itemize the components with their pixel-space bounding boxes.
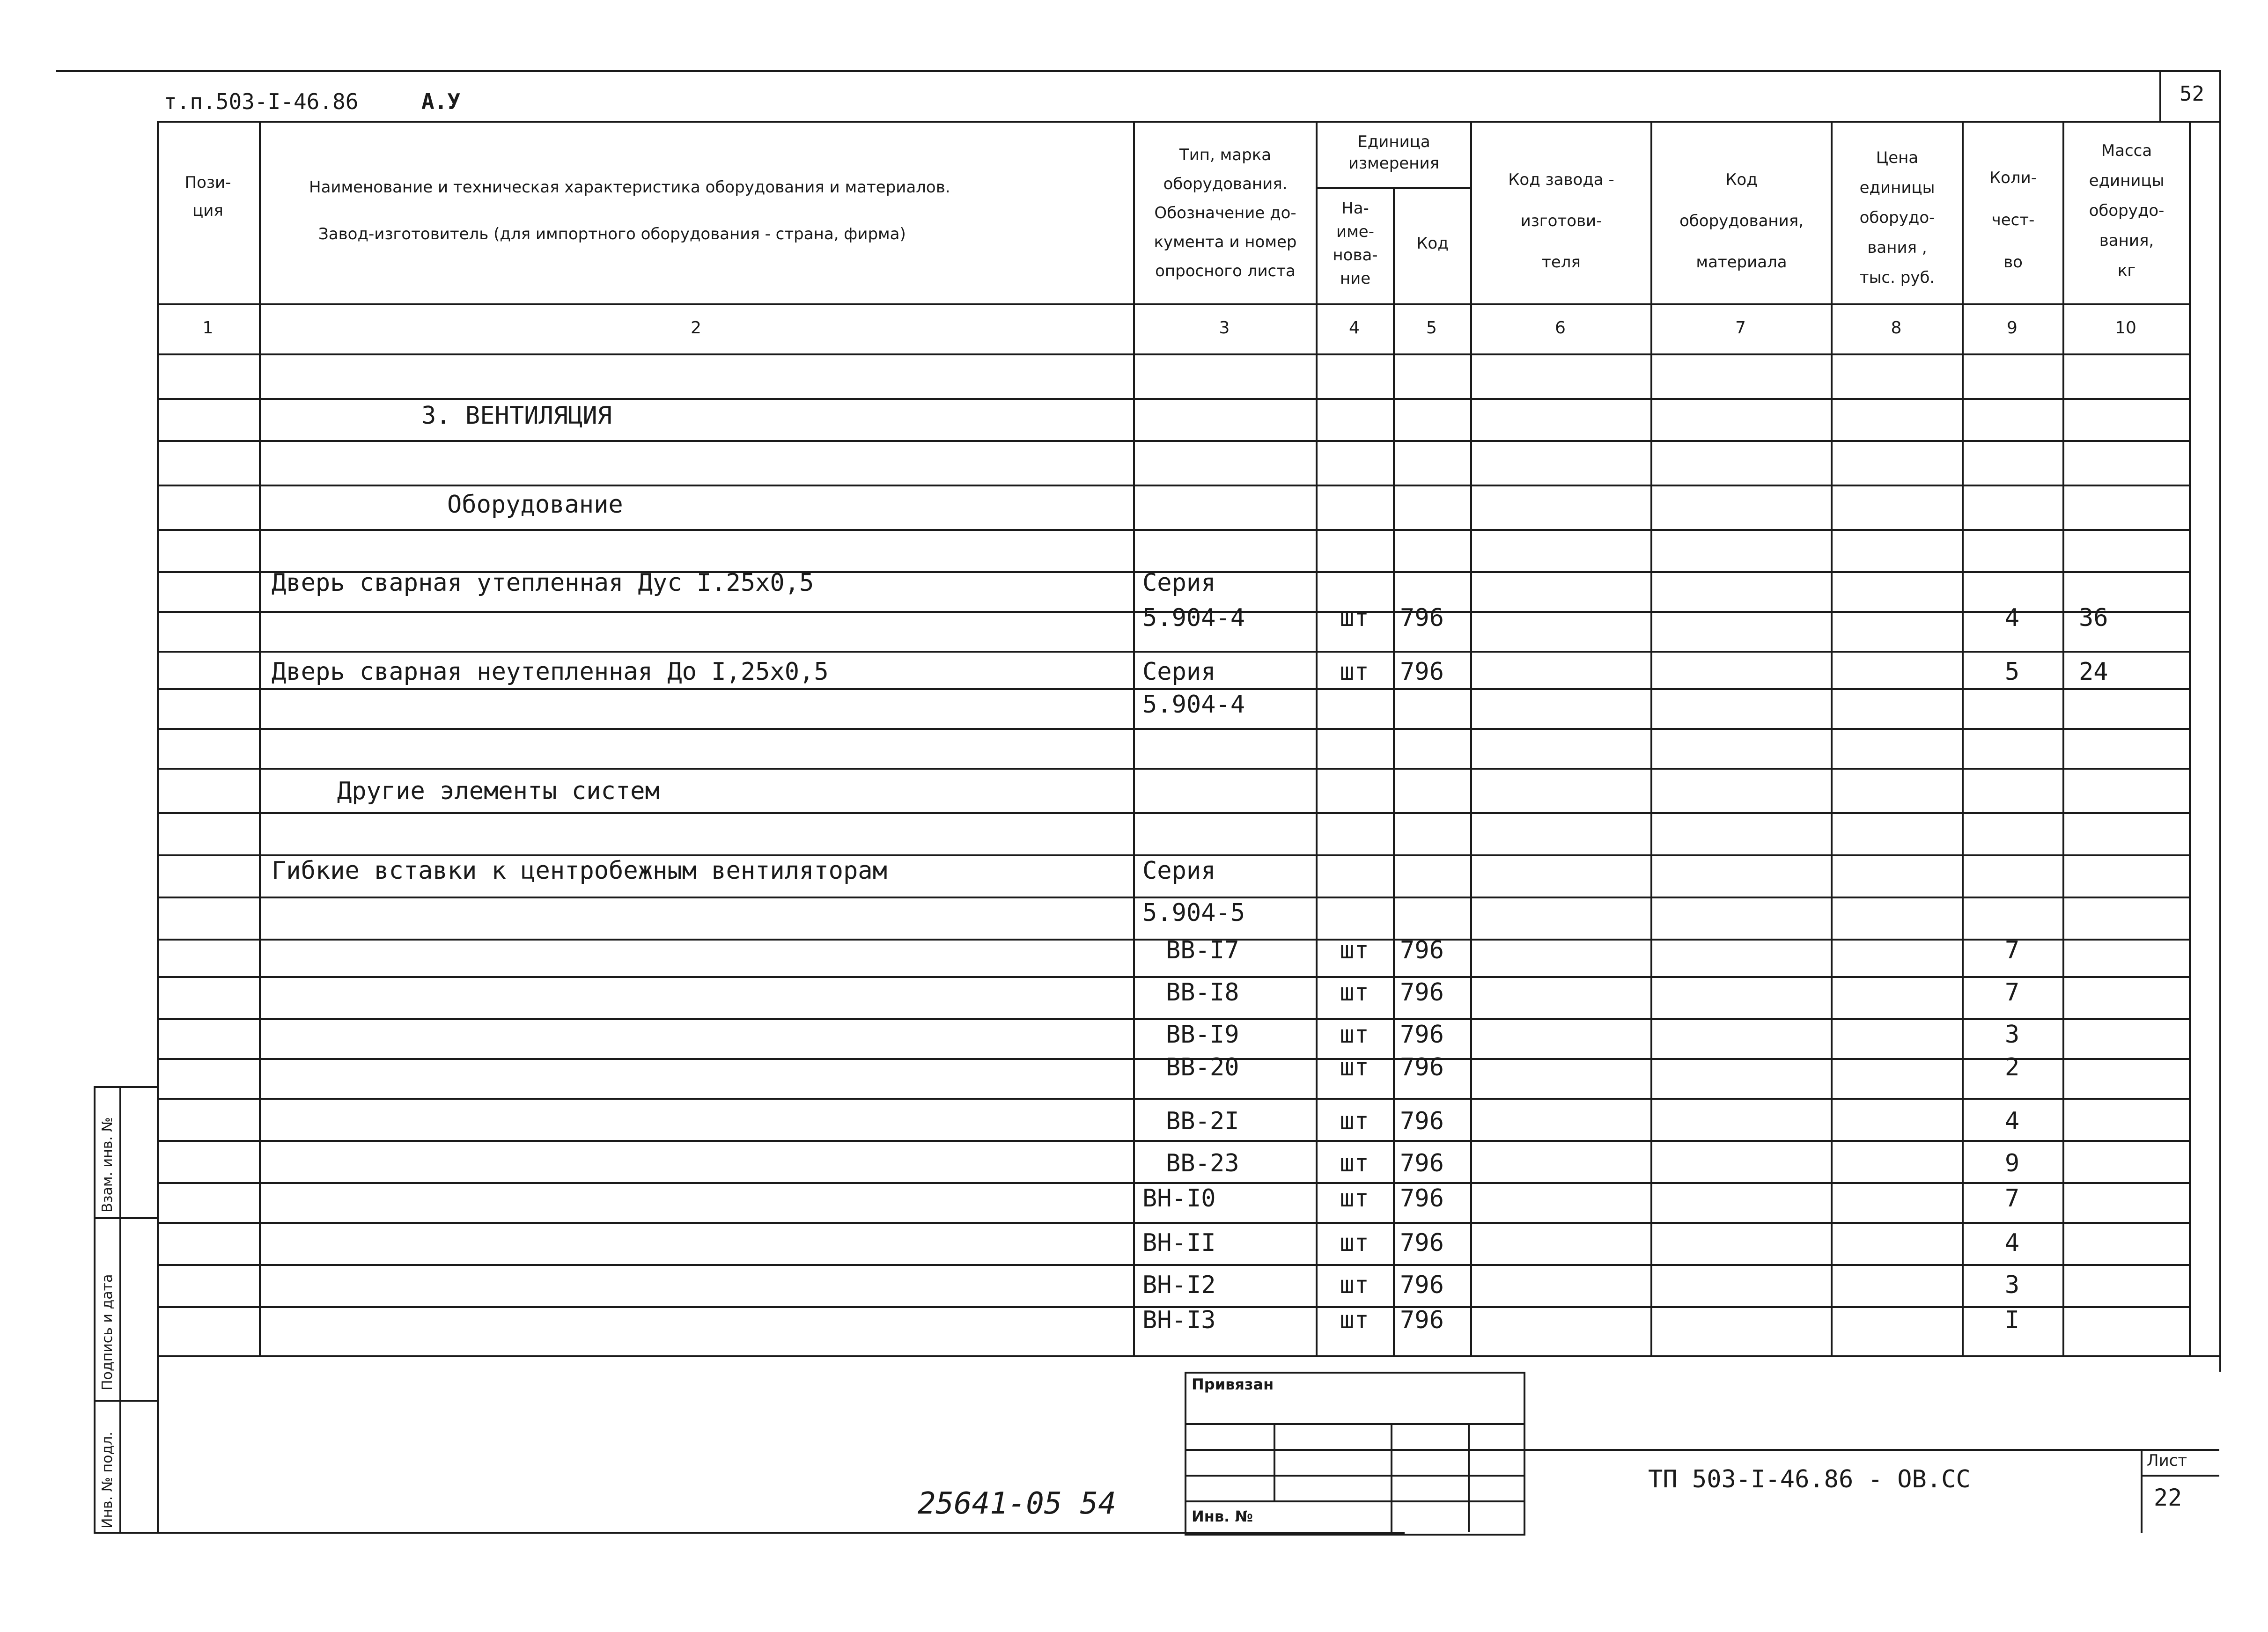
col10-title: Масса единицы оборудо- вания, кг	[2089, 141, 2165, 280]
side-label-podpis: Подпись и дата	[99, 1274, 116, 1390]
cell-qty: 4	[2004, 604, 2020, 632]
row-line	[157, 1182, 2189, 1184]
col-line-0	[157, 121, 159, 1357]
row-line	[157, 1098, 2189, 1100]
cell-unit: шт	[1340, 936, 1369, 964]
cell-unit: шт	[1340, 1021, 1369, 1049]
row-line	[157, 897, 2189, 898]
row-line	[157, 651, 2189, 653]
priv-vline-2	[1391, 1423, 1392, 1532]
cell-qty: I	[2004, 1306, 2020, 1334]
side-stamp-mid	[119, 1086, 121, 1533]
cell-type: ВН-I3	[1142, 1306, 1216, 1334]
cell-code: 796	[1400, 1053, 1444, 1081]
inv-no-label: Инв. №	[1192, 1507, 1253, 1525]
col-line-7	[1831, 121, 1833, 1357]
cell-name: Гибкие вставки к центробежным вентиляторам	[272, 857, 887, 885]
sheet-label: Лист	[2147, 1451, 2187, 1470]
sheet-number: 22	[2154, 1484, 2182, 1511]
col5-title: Код	[1416, 234, 1449, 253]
cell-type: ВН-II	[1142, 1229, 1216, 1257]
row-line	[157, 1222, 2189, 1224]
col3-title: Тип, марка оборудования. Обозначение до- кумента и номер опросного листа	[1154, 146, 1297, 280]
corner-box-left	[2159, 70, 2161, 122]
cell-type: Серия	[1142, 857, 1216, 885]
doc-designation: ТП 503-I-46.86 - ОВ.СС	[1648, 1465, 1971, 1493]
colnum-4: 4	[1349, 318, 1360, 338]
priv-line-2	[1185, 1449, 1524, 1451]
priv-line-4	[1185, 1500, 1524, 1502]
table-bottom-line	[157, 1355, 2219, 1357]
side-label-vzam: Взам. инв. №	[99, 1117, 116, 1213]
col-line-2	[1133, 121, 1135, 1357]
side-stamp-div-1	[94, 1217, 157, 1219]
section-equipment: Оборудование	[447, 491, 623, 519]
cell-qty: 4	[2004, 1229, 2020, 1257]
doc-code: т.п.503-I-46.86	[164, 89, 359, 114]
cell-unit: шт	[1340, 1229, 1369, 1257]
row-line	[157, 1264, 2189, 1266]
row-line	[157, 1018, 2189, 1020]
col-line-10	[2189, 121, 2191, 1357]
stamp-number: 25641-05 54	[918, 1486, 1116, 1521]
frame-right	[2219, 70, 2221, 1372]
cell-code: 796	[1400, 1107, 1444, 1135]
cell-mass: 36	[2079, 604, 2108, 632]
colnum-2: 2	[691, 318, 701, 338]
row-line	[157, 1140, 2189, 1142]
colnum-7: 7	[1735, 318, 1746, 338]
cell-code: 796	[1400, 936, 1444, 964]
row-line	[157, 768, 2189, 770]
colnum-8: 8	[1891, 318, 1902, 338]
side-stamp-top	[94, 1086, 157, 1088]
colnum-5: 5	[1426, 318, 1437, 338]
footer-left-line	[157, 1355, 159, 1533]
colnum-10: 10	[2115, 318, 2136, 338]
cell-unit: шт	[1340, 1149, 1369, 1177]
col2-title: Наименование и техническая характеристика оборудования и материалов. Завод-изготовитель (для импортного оборудования - страна, фирма)	[309, 178, 950, 243]
cell-type: ВВ-20	[1166, 1053, 1239, 1081]
cell-qty: 7	[2004, 978, 2020, 1007]
cell-qty: 9	[2004, 1149, 2020, 1177]
row-line	[157, 398, 2189, 400]
cell-qty: 3	[2004, 1021, 2020, 1049]
frame-top	[56, 70, 2219, 72]
col4-title: На- име- нова- ние	[1333, 199, 1378, 288]
cell-type: 5.904-4	[1142, 604, 1245, 632]
priv-line-3	[1185, 1475, 1524, 1477]
cell-type: 5.904-5	[1142, 899, 1245, 927]
cell-type: ВВ-2I	[1166, 1107, 1239, 1135]
colnum-1: 1	[202, 318, 214, 338]
page-corner-number: 52	[2180, 82, 2204, 106]
cell-type: ВВ-23	[1166, 1149, 1239, 1177]
cell-qty: 7	[2004, 936, 2020, 964]
cell-type: 5.904-4	[1142, 691, 1245, 719]
priv-line-1	[1185, 1423, 1524, 1425]
cell-unit: шт	[1340, 978, 1369, 1007]
cell-code: 796	[1400, 1021, 1444, 1049]
cell-code: 796	[1400, 978, 1444, 1007]
cell-code: 796	[1400, 604, 1444, 632]
cell-unit: шт	[1340, 1107, 1369, 1135]
cell-qty: 4	[2004, 1107, 2020, 1135]
col6-title: Код завода - изготови- теля	[1508, 170, 1614, 272]
side-label-inv-podl: Инв. № подл.	[99, 1432, 116, 1529]
unit-group-title: Единица измерения	[1348, 132, 1440, 173]
row-line	[157, 728, 2189, 730]
header-bottom-line	[157, 303, 2189, 305]
side-stamp-left	[94, 1086, 96, 1533]
cell-type: ВВ-I7	[1166, 936, 1239, 964]
cell-unit: шт	[1340, 1184, 1369, 1213]
row-line	[157, 529, 2189, 531]
cell-type: Серия	[1142, 658, 1216, 686]
privyazan-label: Привязан	[1192, 1375, 1274, 1393]
col-line-6	[1650, 121, 1652, 1357]
cell-unit: шт	[1340, 1053, 1369, 1081]
col-line-1	[259, 121, 261, 1357]
colnum-bottom-line	[157, 353, 2189, 355]
doc-title-top-line	[1522, 1449, 2219, 1451]
col-line-9	[2062, 121, 2064, 1357]
cell-unit: шт	[1340, 658, 1369, 686]
row-line	[157, 812, 2189, 814]
cell-qty: 5	[2004, 658, 2020, 686]
colnum-9: 9	[2007, 318, 2018, 338]
col-line-4	[1393, 187, 1395, 1357]
cell-code: 796	[1400, 1184, 1444, 1213]
cell-type: ВВ-I9	[1166, 1021, 1239, 1049]
cell-qty: 7	[2004, 1184, 2020, 1213]
priv-vline-3	[1468, 1423, 1470, 1532]
row-line	[157, 854, 2189, 856]
table-top-line	[157, 121, 2219, 123]
cell-mass: 24	[2079, 658, 2108, 686]
cell-name: Дверь сварная утепленная Дус I.25х0,5	[272, 569, 814, 597]
cell-code: 796	[1400, 1229, 1444, 1257]
sheet-box-split	[2141, 1475, 2219, 1477]
cell-name: Дверь сварная неутепленная До I,25х0,5	[272, 658, 829, 686]
doc-suffix: А.У	[421, 89, 461, 114]
cell-type: ВН-I2	[1142, 1271, 1216, 1299]
cell-unit: шт	[1340, 604, 1369, 632]
row-line	[157, 485, 2189, 486]
cell-code: 796	[1400, 658, 1444, 686]
cell-unit: шт	[1340, 1271, 1369, 1299]
col-line-5	[1470, 121, 1472, 1357]
cell-type: ВВ-I8	[1166, 978, 1239, 1007]
cell-type: ВН-I0	[1142, 1184, 1216, 1213]
cell-type: Серия	[1142, 569, 1216, 597]
cell-code: 796	[1400, 1306, 1444, 1334]
cell-qty: 3	[2004, 1271, 2020, 1299]
colnum-3: 3	[1219, 318, 1230, 338]
section-ventilation: 3. ВЕНТИЛЯЦИЯ	[421, 402, 612, 430]
side-stamp-div-2	[94, 1400, 157, 1402]
col9-title: Коли- чест- во	[1989, 169, 2037, 272]
cell-unit: шт	[1340, 1306, 1369, 1334]
cell-code: 796	[1400, 1149, 1444, 1177]
col7-title: Код оборудования, материала	[1679, 170, 1804, 272]
col1-title: Пози- ция	[184, 173, 231, 220]
row-line	[157, 688, 2189, 690]
colnum-6: 6	[1555, 318, 1566, 338]
section-other: Другие элементы систем	[337, 777, 660, 805]
col8-title: Цена единицы оборудо- вания , тыс. руб.	[1859, 148, 1935, 287]
cell-code: 796	[1400, 1271, 1444, 1299]
sheet-box-left	[2141, 1449, 2143, 1533]
cell-qty: 2	[2004, 1053, 2020, 1081]
row-line	[157, 440, 2189, 442]
priv-vline-1	[1274, 1423, 1275, 1502]
row-line	[157, 976, 2189, 978]
